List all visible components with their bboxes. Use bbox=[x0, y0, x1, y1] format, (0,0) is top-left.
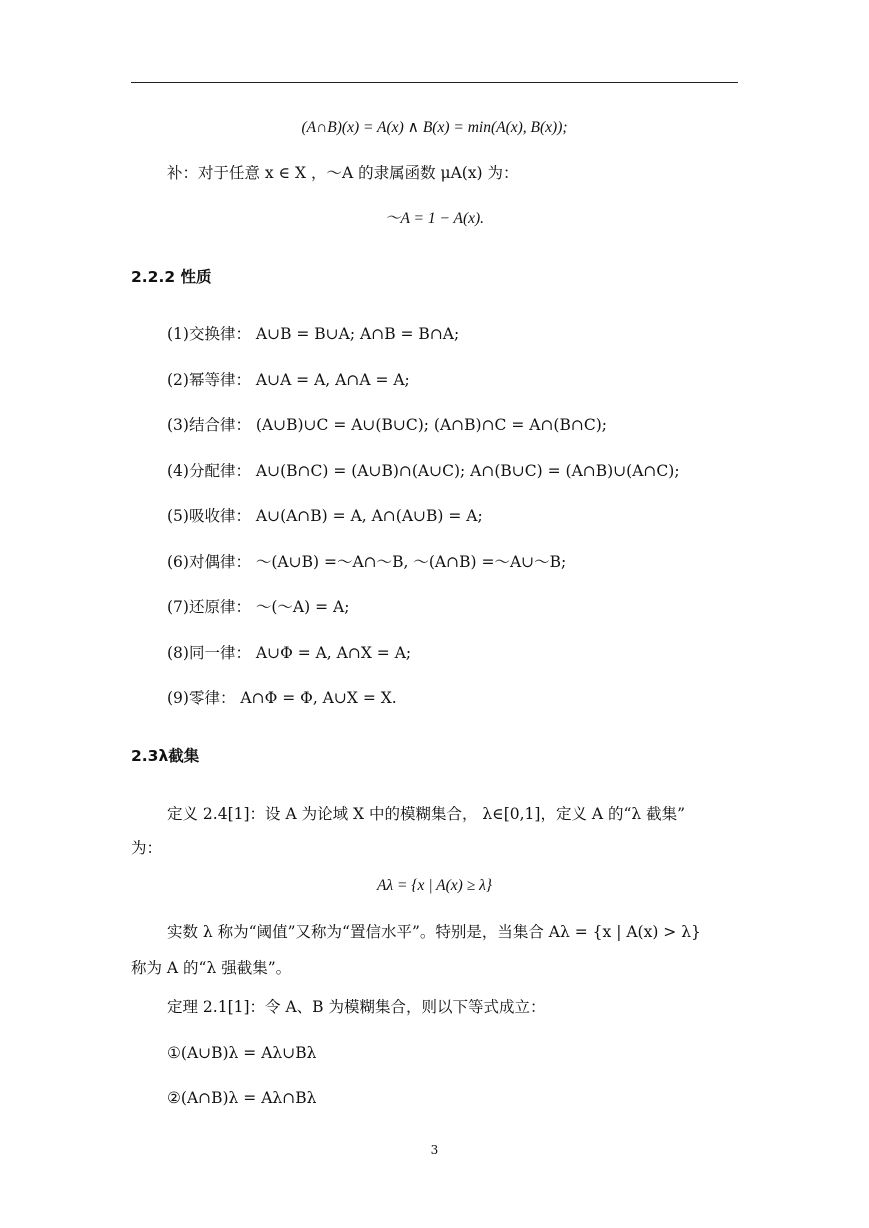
intersection-formula: (A∩B)(x) = A(x) ∧ B(x) = min(A(x), B(x)); bbox=[301, 119, 568, 136]
complement-formula: ～A = 1 − A(x). bbox=[384, 210, 485, 227]
property-distributive: (4)分配律： A∪(B∩C) = (A∪B)∩(A∪C); A∩(B∪C) = (A∩B)∪(A∩C); bbox=[167, 462, 680, 480]
page-number: 3 bbox=[430, 1143, 439, 1157]
definition-2-4-line1: 定义 2.4[1]：设 A 为论域 X 中的模糊集合， λ∈[0,1]，定义 A 的“λ 截集” bbox=[167, 805, 686, 823]
property-associative: (3)结合律： (A∪B)∪C = A∪(B∪C); (A∩B)∩C = A∩(B∩C); bbox=[167, 416, 607, 434]
header-rule bbox=[131, 82, 738, 83]
property-absorption: (5)吸收律： A∪(A∩B) = A, A∩(A∪B) = A; bbox=[167, 507, 483, 525]
property-identity: (8)同一律： A∪Φ = A, A∩X = A; bbox=[167, 644, 412, 662]
section-heading-2-2-2: 2.2.2 性质 bbox=[131, 268, 212, 286]
theorem-equation-2: ②(A∩B)λ = Aλ∩Bλ bbox=[167, 1089, 317, 1107]
theorem-equation-1: ①(A∪B)λ = Aλ∪Bλ bbox=[167, 1044, 317, 1062]
theorem-2-1: 定理 2.1[1]：令 A、B 为模糊集合，则以下等式成立： bbox=[167, 998, 546, 1016]
property-duality: (6)对偶律： ～(A∪B) =～A∩～B, ～(A∩B) =～A∪～B; bbox=[167, 553, 567, 571]
definition-2-4-line2: 为： bbox=[131, 839, 163, 857]
threshold-paragraph-line1: 实数 λ 称为“阈值”又称为“置信水平”。特别是，当集合 Aλ = {x | A(x) > λ} bbox=[167, 923, 701, 941]
property-zero: (9)零律： A∩Φ = Φ, A∪X = X. bbox=[167, 689, 397, 707]
complement-intro: 补：对于任意 x ∈ X ，～A 的隶属函数 μA(x) 为： bbox=[167, 164, 519, 182]
section-heading-2-3: 2.3λ截集 bbox=[131, 747, 200, 765]
threshold-paragraph-line2: 称为 A 的“λ 强截集”。 bbox=[131, 959, 292, 977]
property-idempotent: (2)幂等律： A∪A = A, A∩A = A; bbox=[167, 371, 410, 389]
property-commutative: (1)交换律： A∪B = B∪A; A∩B = B∩A; bbox=[167, 325, 460, 343]
lambda-cut-formula: Aλ = {x | A(x) ≥ λ} bbox=[376, 877, 493, 894]
property-involution: (7)还原律： ～(～A) = A; bbox=[167, 598, 350, 616]
